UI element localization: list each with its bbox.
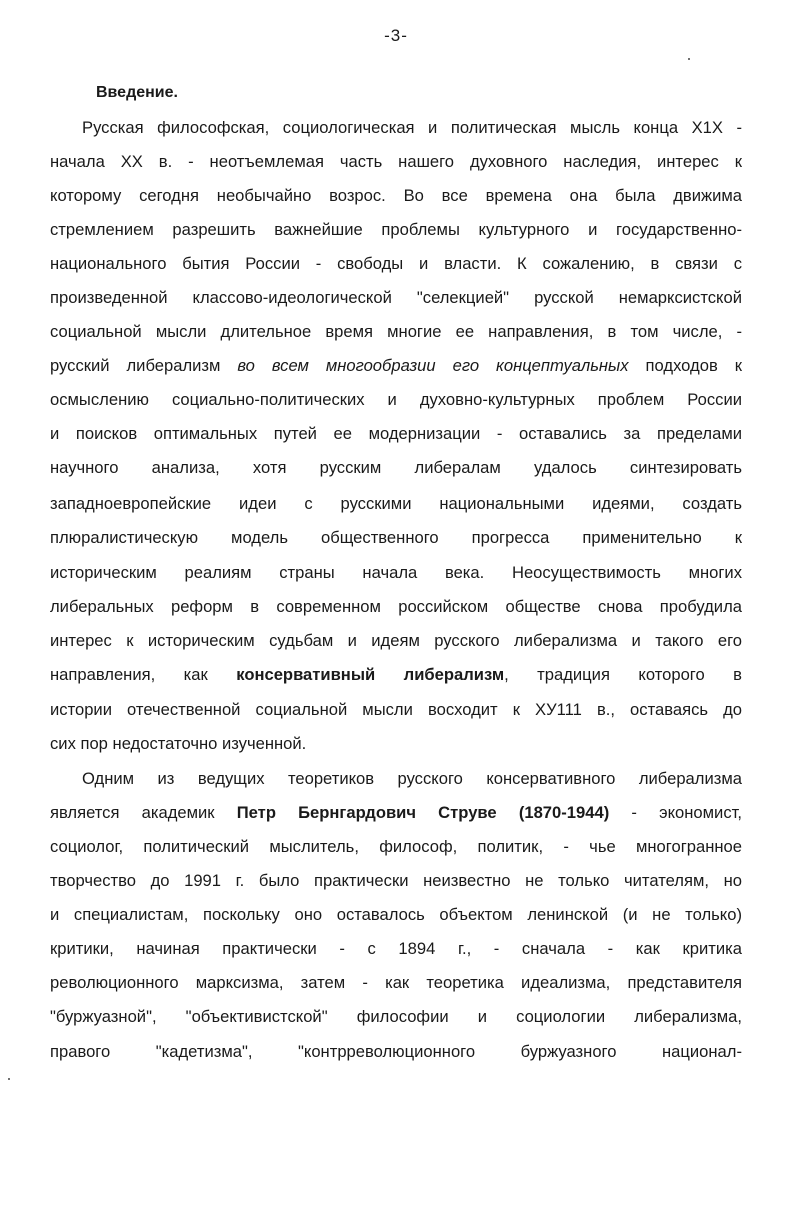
paragraph-1-line — [50, 356, 742, 376]
paragraph-1-line: произведенной классово-идеологической "селекцией" русской немарксистской — [50, 288, 742, 307]
paragraph-1-line: социальной мысли длительное время многие ее направления, в том числе, - — [50, 322, 742, 341]
plain-text: - экономист, — [609, 803, 742, 822]
paragraph-1-line: и поисков оптимальных путей ее модернизации - оставались за пределами — [50, 424, 742, 443]
plain-text: направления, как — [50, 665, 237, 684]
plain-text: русский либерализм — [50, 356, 238, 375]
page-number: -3- — [384, 26, 408, 45]
plain-text: является академик — [50, 803, 237, 822]
paragraph-1-line: плюралистическую модель общественного прогресса применительно к — [50, 528, 742, 547]
paragraph-2-line: "буржуазной", "объективистской" философии и социологии либерализма, — [50, 1007, 742, 1026]
paragraph-1-line: историческим реалиям страны начала века. Неосуществимость многих — [50, 563, 742, 582]
paragraph-2-line: Одним из ведущих теоретиков русского консервативного либерализма — [82, 769, 742, 788]
paragraph-1-line: интерес к историческим судьбам и идеям русского либерализма и такого его — [50, 631, 742, 650]
plain-text: , традиция которого в — [504, 665, 742, 684]
paragraph-2-line: правого "кадетизма", "контрреволюционного буржуазного национал- — [50, 1042, 742, 1061]
plain-text: подходов к — [628, 356, 742, 375]
paragraph-2-line: революционного марксизма, затем - как теоретика идеализма, представителя — [50, 973, 742, 992]
paragraph-1-line: Русская философская, социологическая и политическая мысль конца Х1Х - — [82, 118, 742, 137]
paragraph-2-line: творчество до 1991 г. было практически неизвестно не только читателям, но — [50, 871, 742, 890]
paragraph-1-line: научного анализа, хотя русским либералам удалось синтезировать — [50, 458, 742, 477]
bold-name: Петр Бернгардович Струве (1870-1944) — [236, 803, 610, 822]
scan-speck — [8, 1078, 10, 1080]
paragraph-1-line: стремлением разрешить важнейшие проблемы культурного и государственно- — [50, 220, 742, 239]
paragraph-2-line — [50, 803, 742, 823]
paragraph-1-line: начала ХХ в. - неотъемлемая часть нашего духовного наследия, интерес к — [50, 152, 742, 171]
paragraph-2-line: социолог, политический мыслитель, философ, политик, - чье многогранное — [50, 837, 742, 856]
paragraph-1-line: западноевропейские идеи с русскими национальными идеями, создать — [50, 494, 742, 513]
scan-speck — [688, 58, 690, 60]
paragraph-1-line: сих пор недостаточно изученной. — [50, 734, 307, 753]
section-heading: Введение. — [96, 84, 178, 101]
bold-term: консервативный либерализм — [236, 665, 505, 684]
paragraph-1-line — [50, 665, 742, 685]
paragraph-2-line: и специалистам, поскольку оно оставалось объектом ленинской (и не только) — [50, 905, 742, 924]
paragraph-1-line: которому сегодня необычайно возрос. Во все времена она была движима — [50, 186, 742, 205]
paragraph-2-line: критики, начиная практически - с 1894 г., - сначала - как критика — [50, 939, 742, 958]
paragraph-1-line: осмыслению социально-политических и духовно-культурных проблем России — [50, 390, 742, 409]
paragraph-1-line: либеральных реформ в современном российском обществе снова пробудила — [50, 597, 742, 616]
paragraph-1-line: национального бытия России - свободы и власти. К сожалению, в связи с — [50, 254, 742, 273]
paragraph-1-line: истории отечественной социальной мысли восходит к ХУ111 в., оставаясь до — [50, 700, 742, 719]
italic-text: во всем многообразии его концептуальных — [237, 356, 629, 375]
